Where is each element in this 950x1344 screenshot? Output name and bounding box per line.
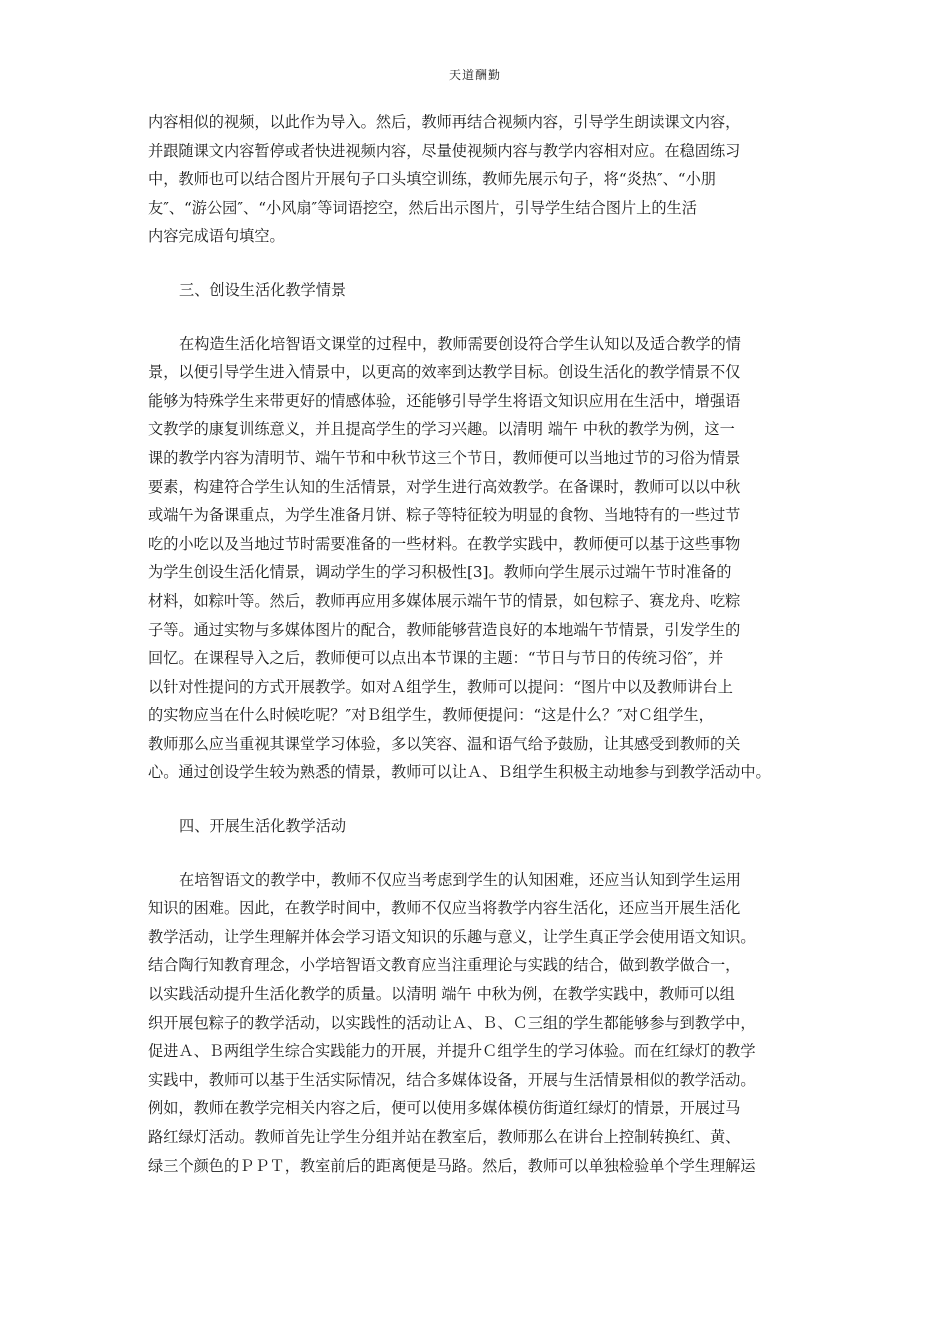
text-line: 结合陶行知教育理念，小学培智语文教育应当注重理论与实践的结合，做到教学做合一， [148, 956, 741, 975]
text-line: 教师那么应当重视其课堂学习体验，多以笑容、温和语气给予鼓励，让其感受到教师的关 [148, 734, 741, 753]
text-line: 子等。通过实物与多媒体图片的配合，教师能够营造良好的本地端午节情景，引发学生的 [148, 620, 741, 639]
text-line: 要素，构建符合学生认知的生活情景，对学生进行高效教学。在备课时，教师可以以中秋 [148, 477, 741, 496]
section-3-paragraph [148, 330, 804, 788]
text-line: 或端午为备课重点，为学生准备月饼、粽子等特征较为明显的食物、当地特有的一些过节 [148, 506, 741, 525]
text-line: 以实践活动提升生活化教学的质量。以清明 端午 中秋为例，在教学实践中，教师可以组 [148, 985, 735, 1004]
text-line: 的实物应当在什么时候吃呢？″对Ｂ组学生，教师便提问：“这是什么？″对Ｃ组学生， [148, 706, 714, 725]
text-line: 在构造生活化培智语文课堂的过程中，教师需要创设符合学生认知以及适合教学的情 [179, 334, 741, 353]
section-4-paragraph [148, 866, 804, 1181]
text-line: 课的教学内容为清明节、端午节和中秋节这三个节日，教师便可以当地过节的习俗为情景 [148, 448, 741, 467]
text-line: 以针对性提问的方式开展教学。如对Ａ组学生，教师可以提问：“图片中以及教师讲台上 [148, 677, 733, 696]
text-line: 内容相似的视频，以此作为导入。然后，教师再结合视频内容，引导学生朗读课文内容， [148, 113, 741, 131]
text-line: 绿三个颜色的ＰＰＴ，教室前后的距离便是马路。然后，教师可以单独检验单个学生理解运 [148, 1156, 756, 1175]
text-line: 实践中，教师可以基于生活实际情况，结合多媒体设备，开展与生活情景相似的教学活动。 [148, 1070, 756, 1089]
section-heading-4: 四、开展生活化教学活动 [179, 817, 347, 836]
text-line: 并跟随课文内容暂停或者快进视频内容，尽量使视频内容与教学内容相对应。在稳固练习 [148, 141, 741, 160]
text-line: 知识的困难。因此，在教学时间中，教师不仅应当将教学内容生活化，还应当开展生活化 [148, 899, 741, 918]
text-line: 文教学的康复训练意义，并且提高学生的学习兴趣。以清明 端午 中秋的教学为例，这一 [148, 420, 735, 439]
text-line: 例如，教师在教学完相关内容之后，便可以使用多媒体模仿街道红绿灯的情景，开展过马 [148, 1099, 741, 1118]
text-line: 路红绿灯活动。教师首先让学生分组并站在教室后，教师那么在讲台上控制转换红、黄、 [148, 1128, 741, 1146]
page-header: 天道酬勤 [448, 68, 501, 82]
text-line: 织开展包粽子的教学活动，以实践性的活动让Ａ、Ｂ、Ｃ三组的学生都能够参与到教学中， [148, 1013, 756, 1032]
text-line: 促进Ａ、Ｂ两组学生综合实践能力的开展，并提升Ｃ组学生的学习体验。而在红绿灯的教学 [148, 1042, 756, 1061]
text-line: 能够为特殊学生来带更好的情感体验，还能够引导学生将语文知识应用在生活中，增强语 [148, 391, 741, 410]
text-line: 教学活动，让学生理解并体会学习语文知识的乐趣与意义，让学生真正学会使用语文知识。 [148, 927, 756, 946]
text-line: 回忆。在课程导入之后，教师便可以点出本节课的主题：“节日与节日的传统习俗″，并 [148, 649, 724, 668]
text-line: 为学生创设生活化情景，调动学生的学习积极性[3]。教师向学生展示过端午节时准备的 [148, 563, 732, 582]
paragraph-continued [148, 108, 804, 251]
text-line: 中，教师也可以结合图片开展句子口头填空训练，教师先展示句子，将“炎热″、“小朋 [148, 170, 716, 189]
text-line: 友″、“游公园″、“小风扇″等词语挖空，然后出示图片，引导学生结合图片上的生活 [148, 198, 697, 217]
section-heading-3: 三、创设生活化教学情景 [179, 280, 347, 299]
text-line: 在培智语文的教学中，教师不仅应当考虑到学生的认知困难，还应当认知到学生运用 [179, 870, 741, 889]
text-line: 材料，如粽叶等。然后，教师再应用多媒体展示端午节的情景，如包粽子、赛龙舟、吃粽 [148, 591, 741, 610]
document-body [148, 108, 804, 1180]
text-line: 景，以便引导学生进入情景中，以更高的效率到达教学目标。创设生活化的教学情景不仅 [148, 363, 741, 382]
text-line: 心。通过创设学生较为熟悉的情景，教师可以让Ａ、Ｂ组学生积极主动地参与到教学活动中。 [148, 763, 771, 782]
text-line: 内容完成语句填空。 [148, 227, 285, 246]
text-line: 吃的小吃以及当地过节时需要准备的一些材料。在教学实践中，教师便可以基于这些事物 [148, 534, 741, 553]
